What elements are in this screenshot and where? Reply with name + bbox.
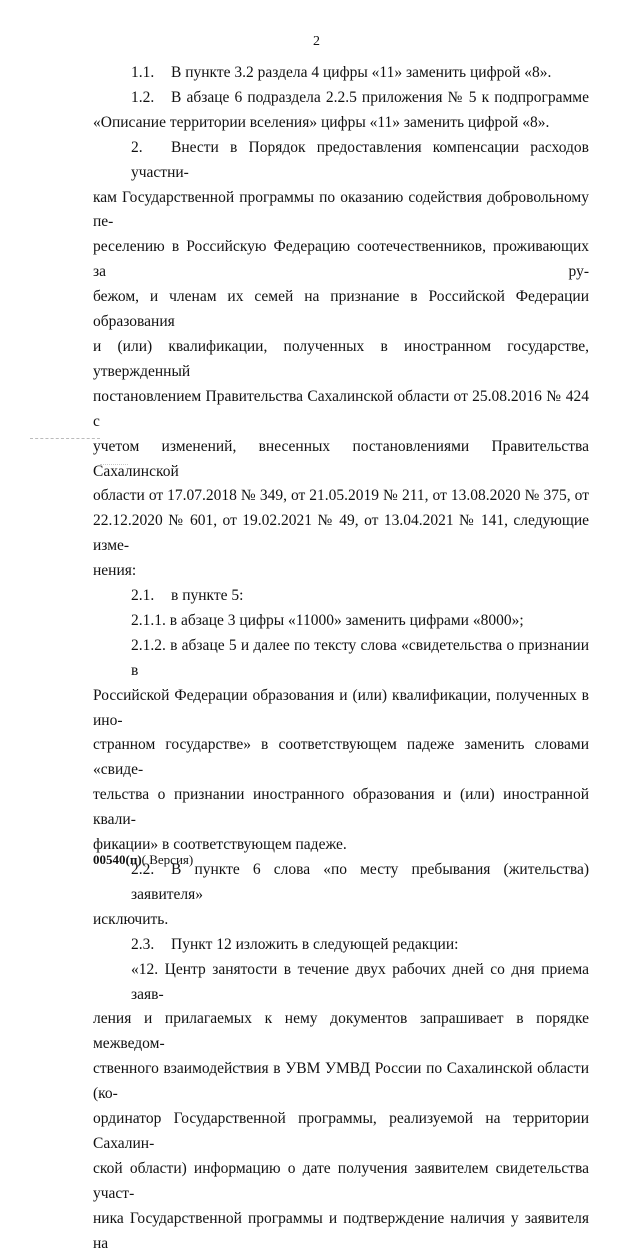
item-number: 1.2.	[131, 88, 155, 106]
line-text: В абзаце 6 подраздела 2.2.5 приложения № 5 к подпрограмме	[171, 88, 589, 106]
line-text: 22.12.2020 № 601, от 19.02.2021 № 49, от 13.04.2021 № 141, следующие изме-	[93, 512, 589, 555]
text-line	[93, 684, 589, 734]
line-text: «Описание территории вселения» цифры «11» заменить цифрой «8».	[93, 113, 550, 131]
text-line	[93, 933, 589, 958]
item-number: 1.1.	[131, 64, 155, 81]
text-line	[93, 136, 589, 186]
line-text: бежом, и членам их семей на признание в Российской Федерации образования	[93, 288, 589, 331]
item-number: 2.1.	[131, 587, 155, 605]
scan-artifact	[30, 438, 100, 441]
document-footer	[93, 852, 193, 868]
document-body	[93, 61, 589, 1257]
page-number: 2	[313, 34, 320, 49]
line-text: ской области) информацию о дате получения заявителем свидетельства участ-	[93, 1159, 589, 1202]
line-text: учетом изменений, внесенных постановлениями Правительства Сахалинской	[93, 437, 589, 480]
text-line	[93, 86, 589, 111]
line-text: «12. Центр занятости в течение двух рабочих дней со дня приема заяв-	[131, 960, 589, 1003]
line-text: Внести в Порядок предоставления компенсации расходов участни-	[131, 138, 589, 181]
line-text: ления и прилагаемых к нему документов запрашивает в порядке межведом-	[93, 1010, 589, 1053]
line-text: постановлением Правительства Сахалинской области от 25.08.2016 № 424 с	[93, 387, 589, 430]
text-line	[93, 1207, 589, 1257]
line-text: и (или) квалификации, полученных в иностранном государстве, утвержденный	[93, 337, 589, 380]
line-text: В пункте 6 слова «по месту пребывания (жительства) заявителя»	[131, 861, 589, 903]
text-line	[93, 335, 589, 385]
line-text: фикации» в соответствующем падеже.	[93, 836, 347, 854]
item-number: 2.2.	[131, 861, 155, 878]
text-line	[93, 584, 589, 609]
line-text: 2.1.2. в абзаце 5 и далее по тексту слова «свидетельства о признании в	[131, 636, 589, 679]
text-line	[93, 509, 589, 559]
text-line	[93, 1107, 589, 1157]
line-text: области от 17.07.2018 № 349, от 21.05.2019 № 211, от 13.08.2020 № 375, от	[93, 487, 589, 505]
text-line	[93, 235, 589, 285]
item-number: 2.3.	[131, 935, 155, 953]
scan-artifact	[100, 464, 128, 467]
text-line	[93, 285, 589, 335]
line-text: Российской Федерации образования и (или) квалификации, полученных в ино-	[93, 686, 589, 729]
document-code: 00540(п)	[93, 852, 142, 867]
line-text: кам Государственной программы по оказанию содействия добровольному пе-	[93, 188, 589, 231]
text-line	[93, 1157, 589, 1207]
line-text: ственного взаимодействия в УВМ УМВД России по Сахалинской области (ко-	[93, 1060, 589, 1103]
line-text: нения:	[93, 562, 137, 580]
text-line	[93, 559, 589, 584]
text-line	[93, 783, 589, 833]
line-text: тельства о признании иностранного образования и (или) иностранной квали-	[93, 786, 589, 829]
text-line	[93, 61, 589, 86]
line-text: странном государстве» в соответствующем падеже заменить словами «свиде-	[93, 736, 589, 779]
text-line	[93, 435, 589, 485]
line-text: Пункт 12 изложить в следующей редакции:	[171, 935, 459, 953]
text-line	[93, 958, 589, 1008]
text-line	[93, 609, 589, 634]
document-version: ( Версия)	[141, 852, 194, 867]
text-line	[93, 111, 589, 136]
line-text: ника Государственной программы и подтверждение наличия у заявителя на	[93, 1209, 589, 1252]
text-line	[93, 1057, 589, 1107]
text-line	[93, 634, 589, 684]
line-text: 2.1.1. в абзаце 3 цифры «11000» заменить цифрами «8000»;	[131, 611, 524, 629]
item-number: 2.	[131, 138, 143, 156]
line-text: ординатор Государственной программы, реализуемой на территории Сахалин-	[93, 1110, 589, 1152]
text-line	[93, 186, 589, 236]
line-text: исключить.	[93, 910, 169, 928]
text-line	[93, 385, 589, 435]
line-text: реселению в Российскую Федерацию соотечественников, проживающих за ру-	[93, 238, 589, 281]
text-line	[93, 484, 589, 509]
line-text: В пункте 3.2 раздела 4 цифры «11» заменить цифрой «8».	[171, 64, 552, 81]
text-line	[93, 733, 589, 783]
text-line	[93, 908, 589, 933]
line-text: в пункте 5:	[171, 587, 244, 605]
text-line	[93, 1007, 589, 1057]
